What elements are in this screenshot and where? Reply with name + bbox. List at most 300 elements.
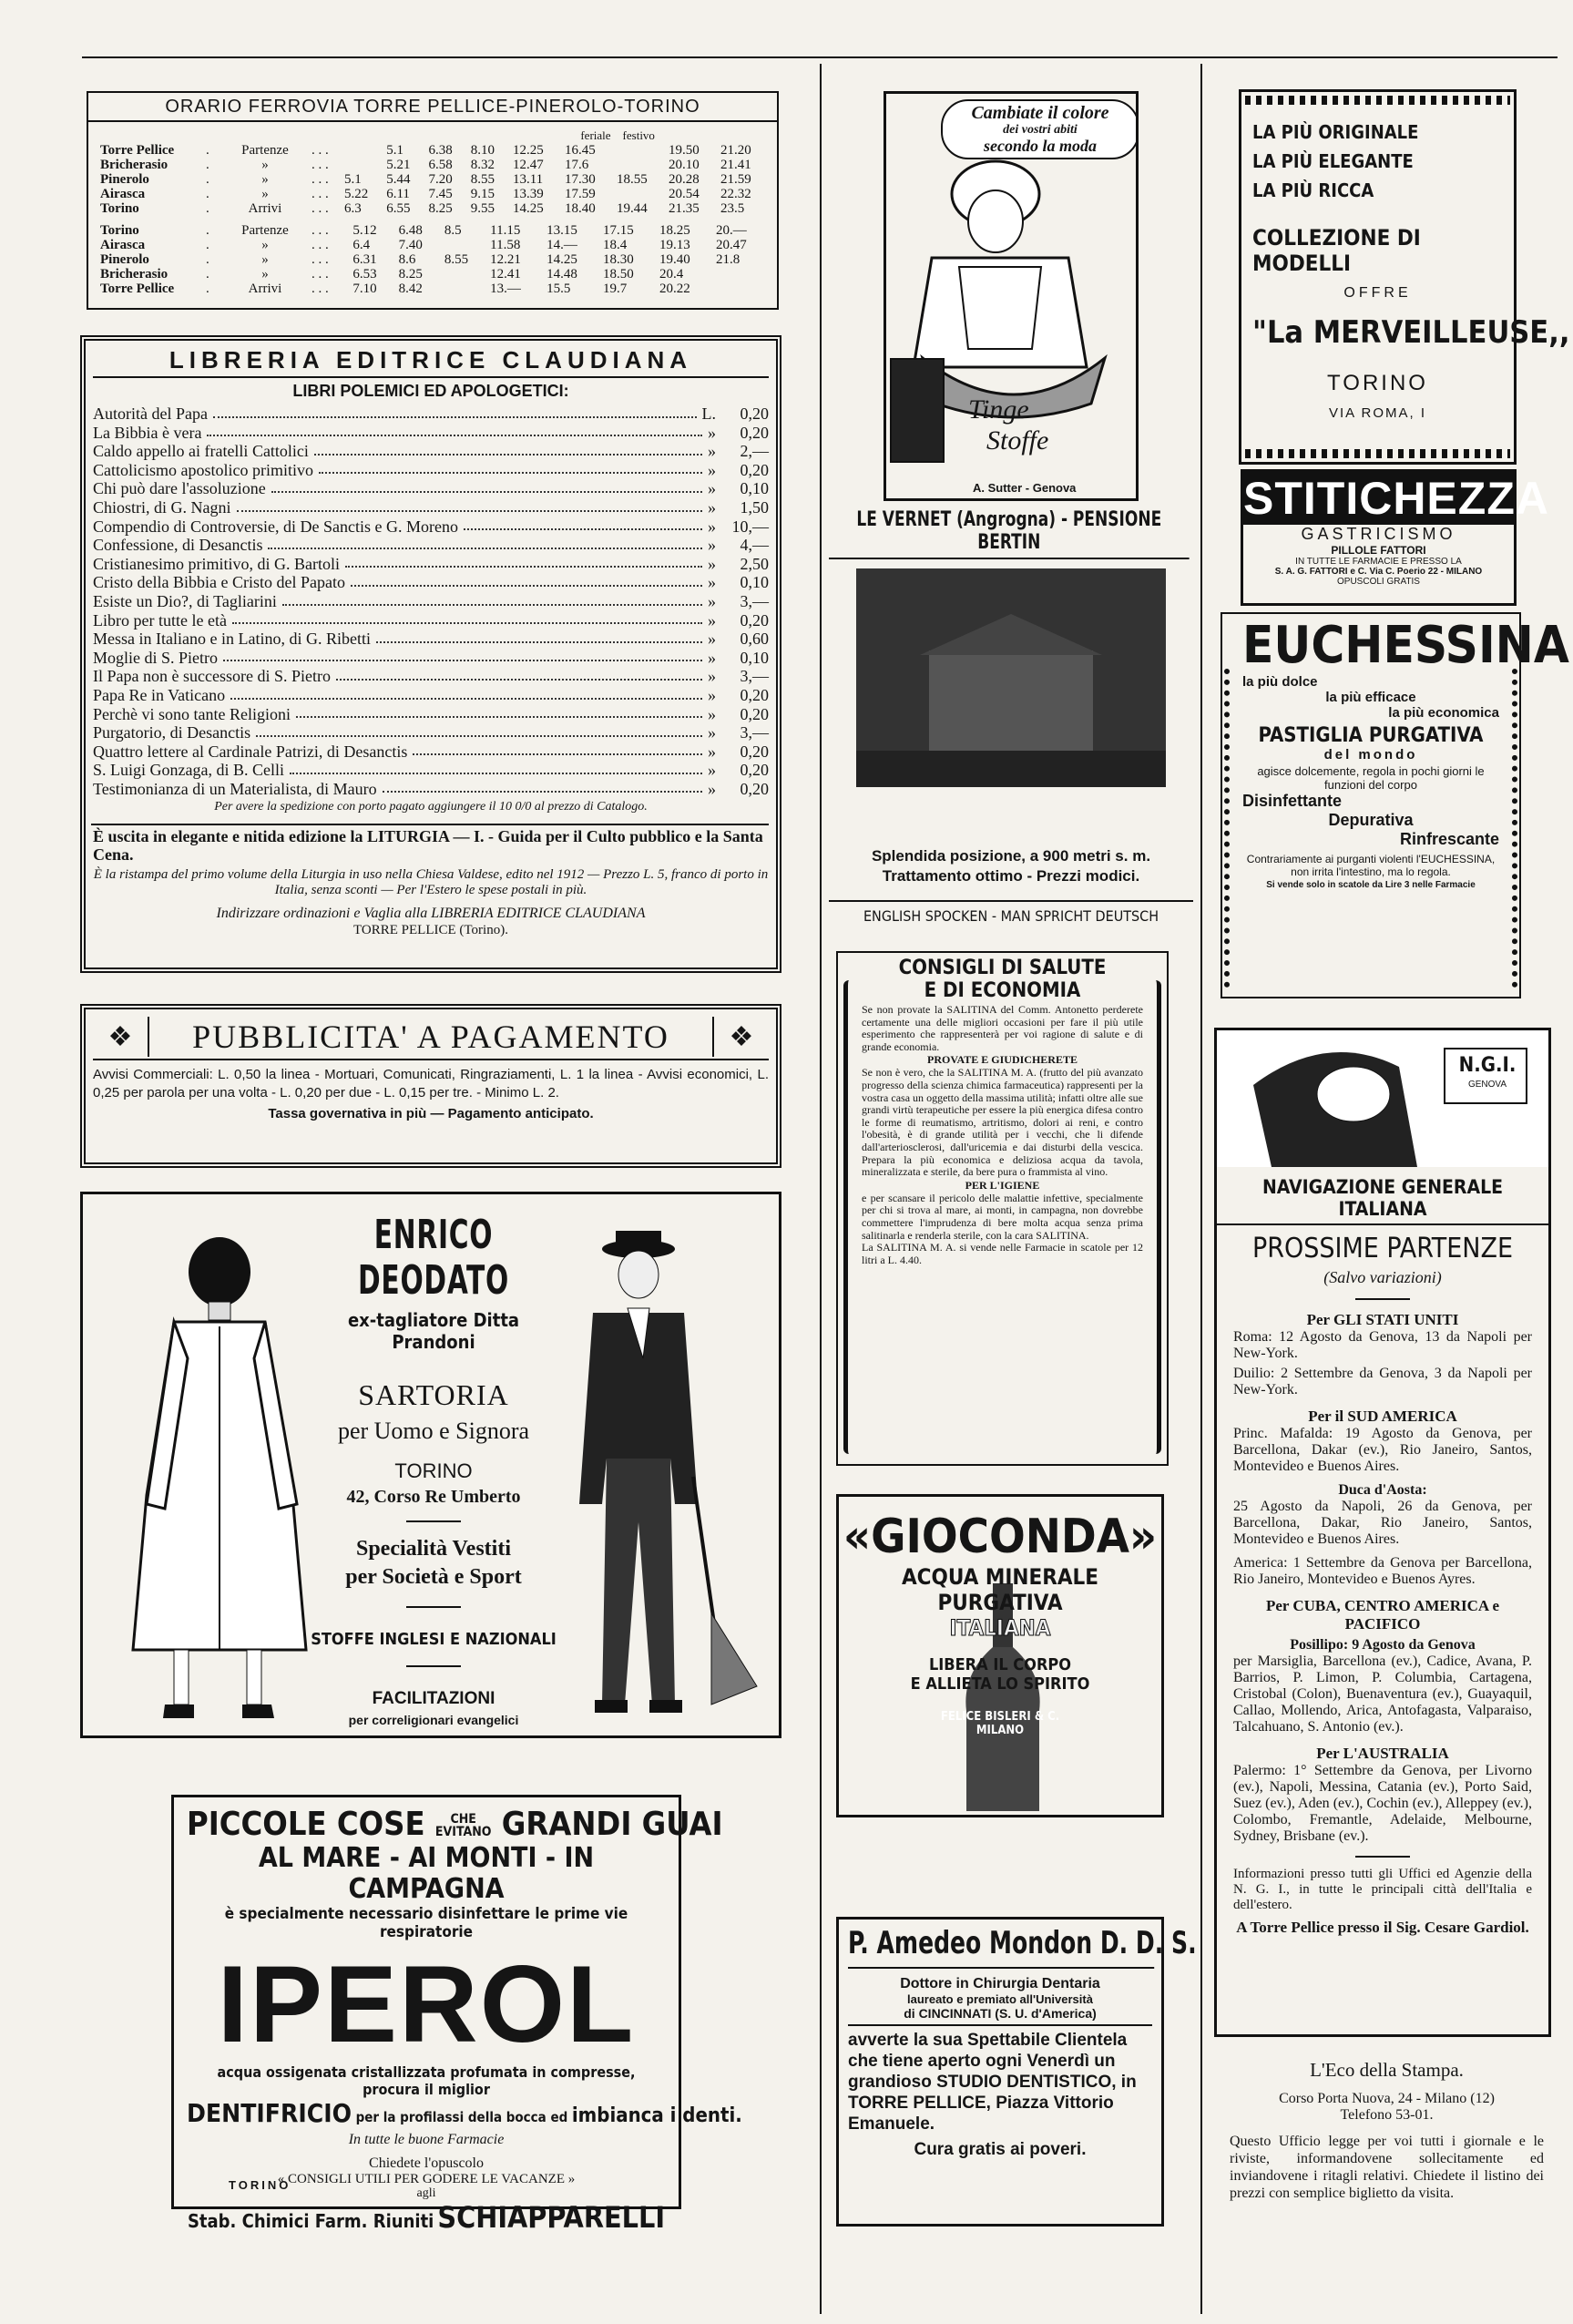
inbound-table (97, 223, 770, 296)
time-cell: 19.13 (659, 238, 690, 252)
iperol-stab: Stab. Chimici Farm. Riuniti (187, 2210, 434, 2232)
ngi-torre: A Torre Pellice presso il Sig. Cesare Gardiol. (1236, 1919, 1529, 1936)
book-title: La Bibbia è vera (93, 423, 202, 442)
time-cell: 9.15 (470, 187, 495, 201)
claudiana-title: LIBRERIA EDITRICE CLAUDIANA (93, 346, 769, 378)
merv-l4: COLLEZIONE DI MODELLI (1252, 225, 1421, 276)
type-cell: Partenze (241, 223, 289, 238)
col-festivo: festivo (622, 128, 655, 142)
price-mark: » (708, 723, 716, 742)
pubblicita-body: Avvisi Commerciali: L. 0,50 la linea - Mortuari, Comunicati, Ringraziamenti, L. 1 la linea - Avvisi economici, L. 0,25 per parola per una volta - L. 0,20 per due - L. 0,15 per tre. - Minimo L. 2. (93, 1067, 769, 1101)
timetable-row (97, 267, 770, 282)
iperol-desc1: acqua ossigenata cristallizzata profumata in compresse, procura il miglior (217, 2063, 636, 2098)
book-row (93, 761, 769, 780)
time-cell: 18.30 (603, 252, 634, 267)
iperol-line1b: GRANDI GUAI (501, 1806, 723, 1843)
salute-h3: PER L'IGIENE (965, 1178, 1040, 1192)
merv-l2: LA PIÙ ELEGANTE (1252, 150, 1414, 172)
book-row (93, 592, 769, 611)
type-cell: » (261, 252, 269, 267)
eco-addr: Corso Porta Nuova, 24 - Milano (12) (1279, 2091, 1495, 2106)
price-mark: » (708, 610, 716, 630)
book-list (93, 404, 769, 798)
tinge-brand2: Stoffe (986, 425, 1049, 456)
book-price: 0,20 (740, 761, 769, 780)
price-mark: » (708, 517, 716, 536)
leader-dots (336, 679, 702, 681)
book-row (93, 517, 769, 537)
time-cell: 21.20 (720, 143, 751, 158)
ngi-posillipo2: per Marsiglia, Barcellona (ev.), Cadice, Avana, P. Barrios, P. Limon, P. Columbia, Cartagena, Cristobal (Colon), Buenaventura (ev.), Guayaquil, Callao, Mollendo, Arica, Antofagasta, Valparaiso, Talcahuano, S. Antonio (ev.). (1233, 1653, 1532, 1735)
gioconda-city: MILANO (975, 1724, 1025, 1737)
time-cell: 8.25 (428, 201, 453, 216)
price-mark: » (708, 761, 716, 780)
time-cell: 7.45 (428, 187, 453, 201)
ngi-mafalda: Princ. Mafalda: 19 Agosto da Genova, per Barcellona, Dakar (ev.), Rio Janeiro, Santos, Montevideo e Buenos Aires. (1233, 1426, 1532, 1474)
book-price: 4,— (740, 536, 769, 555)
time-cell: 8.5 (444, 223, 462, 238)
merv-name: "La MERVEILLEUSE,, (1252, 314, 1570, 351)
price-mark: » (708, 742, 716, 761)
price-mark: » (708, 536, 716, 555)
book-title: Autorità del Papa (93, 404, 208, 423)
claudiana-rule (91, 824, 769, 825)
time-cell: 5.44 (386, 172, 411, 187)
pubblicita-tax: Tassa governativa in più — Pagamento anticipato. (268, 1106, 594, 1121)
book-title: Cristo della Bibbia e Cristo del Papato (93, 573, 345, 592)
leader-dots: . . . (312, 158, 329, 172)
price-mark: » (708, 442, 716, 461)
timetable-row (97, 238, 770, 252)
time-cell: 7.20 (428, 172, 453, 187)
railway-title-rule (88, 120, 777, 122)
price-mark: » (708, 497, 716, 517)
book-row (93, 555, 769, 574)
leader-dots (464, 528, 702, 530)
sartoria-per: per Uomo e Signora (337, 1418, 530, 1444)
leader-dots: . . . (312, 267, 329, 282)
book-title: Il Papa non è successore di S. Pietro (93, 667, 331, 686)
book-title: Caldo appello ai fratelli Cattolici (93, 442, 309, 461)
time-cell: 20.22 (659, 282, 690, 296)
book-row (93, 404, 769, 424)
time-cell (342, 267, 350, 282)
leader-dot: . (206, 252, 209, 267)
time-cell: 5.12 (352, 223, 377, 238)
time-cell: 18.4 (603, 238, 628, 252)
price-mark: » (708, 554, 716, 573)
salute-p3: e per scansare il pericolo delle malattie infettive, specialmente per chi si trova al mare, ai monti, in campagna, non dovrebbe commettere l'imprudenza di bere molta acqua senza prima salitinarla e renderla sterile, con la cara SALITINA. (862, 1191, 1143, 1242)
leader-dots: . . . (312, 143, 329, 158)
vernet-desc2: Trattamento ottimo - Prezzi modici. (882, 867, 1140, 885)
mondon-title: P. Amedeo Mondon D. D. S. (848, 1923, 1154, 1969)
book-row (93, 667, 769, 686)
col-feriale: feriale (580, 128, 611, 142)
time-cell: 5.21 (386, 158, 411, 172)
salute-p1: Se non provate la SALITINA del Comm. Antonetto perderete certamente una delle migliori occasioni per fare il più utile esperimento che rappresenterà per voi ragione di salute e di grande economia. (862, 1003, 1143, 1053)
time-cell: 8.25 (398, 267, 423, 282)
book-title: Confessione, di Desanctis (93, 536, 263, 555)
leader-dots: . . . (312, 282, 329, 296)
time-cell (342, 238, 350, 252)
book-title: Messa in Italiano e in Latino, di G. Ribetti (93, 630, 371, 649)
iperol-chiedete: Chiedete l'opuscolo (369, 2155, 484, 2171)
time-cell: 17.6 (564, 158, 589, 172)
book-title: Testimonianza di un Materialista, di Mauro (93, 779, 377, 798)
time-cell: 6.38 (428, 143, 453, 158)
iperol-farmacie: In tutte le buone Farmacie (348, 2132, 505, 2147)
euch-l9: Rinfrescante (1399, 830, 1499, 848)
ngi-us: Per GLI STATI UNITI (1306, 1311, 1459, 1328)
book-row (93, 630, 769, 649)
type-cell: » (261, 158, 269, 172)
serpent-border-left (843, 980, 854, 1454)
leader-dots: . . . (312, 172, 329, 187)
book-row (93, 424, 769, 443)
price-mark: » (708, 573, 716, 592)
gioconda-l5: E ALLIETA LO SPIRITO (910, 1674, 1090, 1694)
book-price: 3,— (740, 723, 769, 742)
salute-title2: E DI ECONOMIA (924, 979, 1081, 1002)
leader-dots (345, 566, 702, 568)
deodato-spec2: per Società e Sport (345, 1565, 522, 1589)
merv-l3: LA PIÙ RICCA (1252, 179, 1374, 201)
time-cell: 20.54 (668, 187, 700, 201)
iperol-desc2b: per la profilassi della bocca ed (355, 2109, 568, 2125)
type-cell: Arrivi (248, 201, 282, 216)
book-title: Chi può dare l'assoluzione (93, 479, 266, 498)
time-cell: 13.15 (546, 223, 577, 238)
timetable-row (97, 187, 770, 201)
stitichezza-l5: OPUSCOLI GRATIS (1337, 577, 1420, 587)
salute-p2: Se non è vero, che la SALITINA M. A. (frutto del più avanzato progresso della scienza chimica farmaceutica) rappresenti per la vostra casa un oggetto della massima utilità; infatti oltre alle sue grandi virtù terapeutiche per essere la più energica difesa contro le forme di reumatismo, artritismo, dolori ai reni, e contro l'obesità, è di grande utilità per i vecchi, che li difende dall'arteriosclerosi, dall'uricemia e dai disturbi della vescica. Prepara la più economica e deliziosa acqua da tavola, mineralizzata e sterile, da bere pura o frammista al vino. (862, 1066, 1143, 1179)
outbound-table (97, 128, 770, 216)
timetable-row (97, 201, 770, 216)
time-cell: 18.55 (616, 172, 648, 187)
book-row (93, 705, 769, 724)
pubblicita-ad (80, 1004, 781, 1168)
stitichezza-l4: S. A. G. FATTORI e C. Via C. Poerio 22 - MILANO (1274, 567, 1483, 577)
time-cell: 20.10 (668, 158, 700, 172)
mondon-l2: laureato e premiato all'Università (907, 1992, 1093, 2006)
ngi-ad (1214, 1028, 1551, 2037)
ornament-icon: ❖ (107, 1021, 133, 1052)
book-price: 3,— (740, 667, 769, 686)
ornament-rule-left (148, 1017, 149, 1057)
time-cell: 14.— (546, 238, 577, 252)
deodato-corr: per correligionari evangelici (348, 1713, 519, 1727)
vernet-desc1: Splendida posizione, a 900 metri s. m. (871, 847, 1151, 865)
time-cell: 9.55 (470, 201, 495, 216)
deodato-stoffe: STOFFE INGLESI E NAZIONALI (311, 1630, 557, 1649)
leader-dot: . (206, 267, 209, 282)
vernet-title: LE VERNET (Angrogna) - PENSIONE BERTIN (829, 508, 1190, 559)
deodato-rule2 (406, 1606, 461, 1608)
station-cell: Torre Pellice (100, 282, 175, 296)
vernet-lang: ENGLISH SPOCKEN - MAN SPRICHT DEUTSCH (829, 900, 1193, 925)
woman-figure-illustration (110, 1222, 329, 1727)
railway-timetable (87, 91, 779, 310)
gioconda-l4: LIBERA IL CORPO (928, 1655, 1072, 1674)
book-price: 0,20 (740, 460, 769, 479)
deodato-address: 42, Corso Re Umberto (346, 1487, 521, 1507)
time-cell: 8.10 (470, 143, 495, 158)
time-cell: 18.50 (603, 267, 634, 282)
euch-l8: Depurativa (1328, 811, 1414, 829)
leader-dot: . (206, 158, 209, 172)
time-cell: 12.21 (490, 252, 521, 267)
book-price: 3,— (740, 591, 769, 610)
book-price: 0,20 (740, 779, 769, 798)
tinge-headline1: Cambiate il colore (971, 103, 1109, 123)
merv-l1: LA PIÙ ORIGINALE (1252, 121, 1419, 143)
leader-dots (230, 698, 702, 700)
claudiana-ad (80, 335, 781, 973)
timetable-row (97, 282, 770, 296)
book-price: 2,50 (740, 554, 769, 573)
deodato-rule (406, 1520, 461, 1522)
book-price: 0,20 (740, 423, 769, 442)
ngi-rule2 (1355, 1856, 1410, 1858)
time-cell (342, 158, 383, 172)
garland-left (1224, 669, 1237, 988)
book-title: Libro per tutte le età (93, 610, 227, 630)
time-cell: 14.25 (512, 201, 544, 216)
station-cell: Pinerolo (100, 172, 149, 187)
leader-dots (314, 454, 702, 456)
column-rule-2 (1200, 64, 1202, 2314)
mondon-cura: Cura gratis ai poveri. (914, 2140, 1087, 2159)
mondon-ad (836, 1917, 1197, 2227)
tinge-headline2: dei vostri abiti (1003, 123, 1078, 137)
price-mark: » (708, 591, 716, 610)
time-cell: 8.55 (444, 252, 469, 267)
ngi-salvo: (Salvo variazioni) (1323, 1268, 1442, 1286)
time-cell: 23.5 (720, 201, 745, 216)
ngi-palermo: Palermo: 1° Settembre da Genova, per Livorno (ev.), Napoli, Messina, Catania (ev.), Porto Said, Suez (ev.), Aden (ev.), Cochin (ev.), Alleppey (ev.), Colombo, Fremantle, Adelaide, Melbourne, Sydney, Brisbane (ev.). (1233, 1763, 1532, 1844)
time-cell: 12.47 (512, 158, 544, 172)
tinge-maker: A. Sutter - Genova (973, 481, 1077, 495)
salute-p4: La SALITINA M. A. si vende nelle Farmacie in scatole per 12 litri a L. 4.40. (862, 1241, 1143, 1266)
timetable-row (97, 252, 770, 267)
time-cell: 12.25 (512, 143, 544, 158)
ngi-duilio: Duilio: 2 Settembre da Genova, 3 da Napoli per New-York. (1233, 1366, 1532, 1397)
merveilleuse-ad (1239, 89, 1570, 465)
ngi-woman-drawing (1217, 1030, 1548, 1167)
price-mark: L. (701, 404, 716, 423)
station-cell: Airasca (100, 187, 146, 201)
time-cell: 19.50 (668, 143, 700, 158)
time-cell: 20.— (715, 223, 747, 238)
book-price: 0,10 (740, 479, 769, 498)
ngi-duca-title: Duca d'Aosta: (1338, 1482, 1427, 1498)
time-cell: 11.15 (490, 223, 521, 238)
time-cell: 6.48 (398, 223, 423, 238)
mondon-l1: Dottore in Chirurgia Dentaria (900, 1976, 1100, 1991)
iperol-desc2c: imbianca i denti. (571, 2104, 742, 2127)
time-cell (614, 187, 666, 201)
leader-dots (383, 791, 702, 793)
book-row (93, 742, 769, 762)
book-price: 1,50 (740, 497, 769, 517)
time-cell (342, 143, 383, 158)
ristampa-notice: È la ristampa del primo volume della Liturgia in uso nella Chiesa Valdese, edito nel 1912 — Prezzo L. 5, franco di porto in Italia, senza sconti — Per l'Estero le spese postali in più. (93, 867, 769, 898)
time-cell (614, 158, 666, 172)
ngi-duca: 25 Agosto da Napoli, 26 da Genova, per Barcellona, Dakar, Rio Janeiro, Santos, Montevideo e Buenos Aires. (1233, 1499, 1532, 1547)
leader-dots (256, 735, 702, 737)
gioconda-brand: «GIOCONDA» (843, 1510, 1158, 1564)
gioconda-l1: ACQUA MINERALE (901, 1564, 1099, 1590)
book-title: Chiostri, di G. Nagni (93, 497, 231, 517)
book-title: Perchè vi sono tante Religioni (93, 704, 291, 723)
leader-dot: . (206, 172, 209, 187)
time-cell: 14.25 (546, 252, 577, 267)
time-cell (442, 238, 487, 252)
leader-dots (223, 660, 702, 661)
price-mark: » (708, 685, 716, 704)
leader-dot: . (206, 187, 209, 201)
leader-dots (213, 416, 697, 418)
time-cell: 19.7 (603, 282, 628, 296)
euch-l3: la più economica (1388, 705, 1499, 721)
time-cell: 21.35 (668, 201, 700, 216)
leader-dots (351, 585, 702, 587)
tinge-brand1: Tinge (968, 394, 1029, 425)
time-cell: 15.5 (546, 282, 571, 296)
station-cell: Torino (100, 223, 139, 238)
time-cell: 5.22 (344, 187, 369, 201)
merv-city: TORINO (1327, 371, 1428, 395)
book-price: 0,20 (740, 610, 769, 630)
time-cell: 13.11 (512, 172, 544, 187)
book-row (93, 461, 769, 480)
book-price: 0,60 (740, 630, 769, 649)
time-cell: 21.41 (720, 158, 751, 172)
top-rule (82, 56, 1558, 58)
leader-dots: . . . (312, 187, 329, 201)
leader-dot: . (206, 238, 209, 252)
timetable-row (97, 143, 770, 158)
column-rule-1 (820, 64, 822, 2314)
book-title: Purgatorio, di Desanctis (93, 723, 251, 742)
border-pattern-top (1245, 96, 1510, 105)
book-title: Cristianesimo primitivo, di G. Bartoli (93, 554, 340, 573)
time-cell: 18.25 (659, 223, 690, 238)
gioconda-ad (836, 1494, 1164, 1817)
merv-offre: OFFRE (1343, 285, 1412, 301)
ngi-posillipo: Posillipo: 9 Agosto da Genova (1290, 1637, 1476, 1653)
iperol-line1a: PICCOLE COSE (187, 1806, 425, 1843)
book-row (93, 723, 769, 742)
book-title: Quattro lettere al Cardinale Patrizi, di Desanctis (93, 742, 408, 761)
time-cell: 5.1 (344, 172, 362, 187)
book-price: 0,20 (740, 404, 769, 423)
book-row (93, 573, 769, 592)
type-cell: Partenze (241, 143, 289, 158)
tinge-ad (884, 91, 1139, 501)
eco-body: Questo Ufficio legge per voi tutti i giornale e le riviste, informandovene sollecitamente ed inviandovene i ritagli relativi. Chiedete il listino dei prezzi con semplice biglietto da visita. (1230, 2134, 1544, 2201)
deodato-facil: FACILITAZIONI (372, 1689, 495, 1708)
ngi-rule (1355, 1298, 1410, 1300)
salute-title1: CONSIGLI DI SALUTE (898, 957, 1107, 979)
leader-dots: . . . (312, 201, 329, 216)
leader-dot: . (206, 282, 209, 296)
dye-packet (890, 358, 945, 463)
time-cell: 8.32 (470, 158, 495, 172)
time-cell (342, 282, 350, 296)
station-cell: Torino (100, 201, 139, 216)
time-cell: 19.44 (616, 201, 648, 216)
time-cell: 11.58 (490, 238, 521, 252)
time-cell: 6.55 (386, 201, 411, 216)
price-mark: » (708, 630, 716, 649)
iperol-agli: agli (416, 2186, 436, 2200)
leader-dots: . . . (312, 252, 329, 267)
sartoria: SARTORIA (358, 1378, 509, 1411)
border-pattern-bottom (1245, 449, 1510, 458)
ngi-sa: Per il SUD AMERICA (1308, 1408, 1457, 1425)
leader-dots (413, 753, 702, 755)
time-cell (614, 143, 666, 158)
leader-dots (376, 641, 702, 643)
iperol-schiap: SCHIAPPARELLI (437, 2200, 666, 2235)
time-cell: 17.15 (603, 223, 634, 238)
ngi-sub: PROSSIME PARTENZE (1251, 1233, 1514, 1264)
book-row (93, 536, 769, 555)
ngi-aus: Per L'AUSTRALIA (1316, 1745, 1449, 1762)
price-mark: » (708, 460, 716, 479)
price-mark: » (708, 779, 716, 798)
time-cell: 13.— (490, 282, 521, 296)
time-cell: 13.39 (512, 187, 544, 201)
deodato-city: TORINO (394, 1459, 473, 1482)
stitichezza-l2: PILLOLE FATTORI (1331, 544, 1426, 557)
time-cell (342, 223, 350, 238)
timetable-row (97, 172, 770, 187)
time-cell (442, 267, 487, 282)
book-price: 0,10 (740, 648, 769, 667)
salute-ad (836, 951, 1169, 1466)
book-row (93, 611, 769, 630)
deodato-rule3 (406, 1665, 461, 1667)
time-cell: 8.55 (470, 172, 495, 187)
leader-dots: . . . (312, 238, 329, 252)
leader-dots (290, 773, 702, 774)
type-cell: Arrivi (248, 282, 282, 296)
book-price: 10,— (731, 517, 769, 536)
leader-dot: . (206, 201, 209, 216)
time-cell: 7.10 (352, 282, 377, 296)
book-row (93, 479, 769, 498)
book-row (93, 442, 769, 461)
price-mark: » (708, 479, 716, 498)
book-price: 0,20 (740, 742, 769, 761)
leader-dots (207, 435, 702, 436)
stitichezza-ad (1241, 469, 1549, 606)
iperol-line2: AL MARE - AI MONTI - IN CAMPAGNA (258, 1842, 595, 1905)
price-mark: » (708, 667, 716, 686)
ngi-illustration (1217, 1030, 1548, 1167)
garland-right (1505, 669, 1517, 988)
type-cell: » (261, 187, 269, 201)
book-title: Cattolicismo apostolico primitivo (93, 460, 313, 479)
shipping-note: Per avere la spedizione con porto pagato aggiungere il 10 0/0 al prezzo di Catalogo. (214, 800, 648, 814)
book-title: Compendio di Controversie, di De Sanctis e G. Moreno (93, 517, 458, 536)
leader-dots (296, 716, 702, 718)
price-mark: » (708, 648, 716, 667)
leader-dot: . (206, 143, 209, 158)
eco-ad (1230, 2059, 1544, 2202)
